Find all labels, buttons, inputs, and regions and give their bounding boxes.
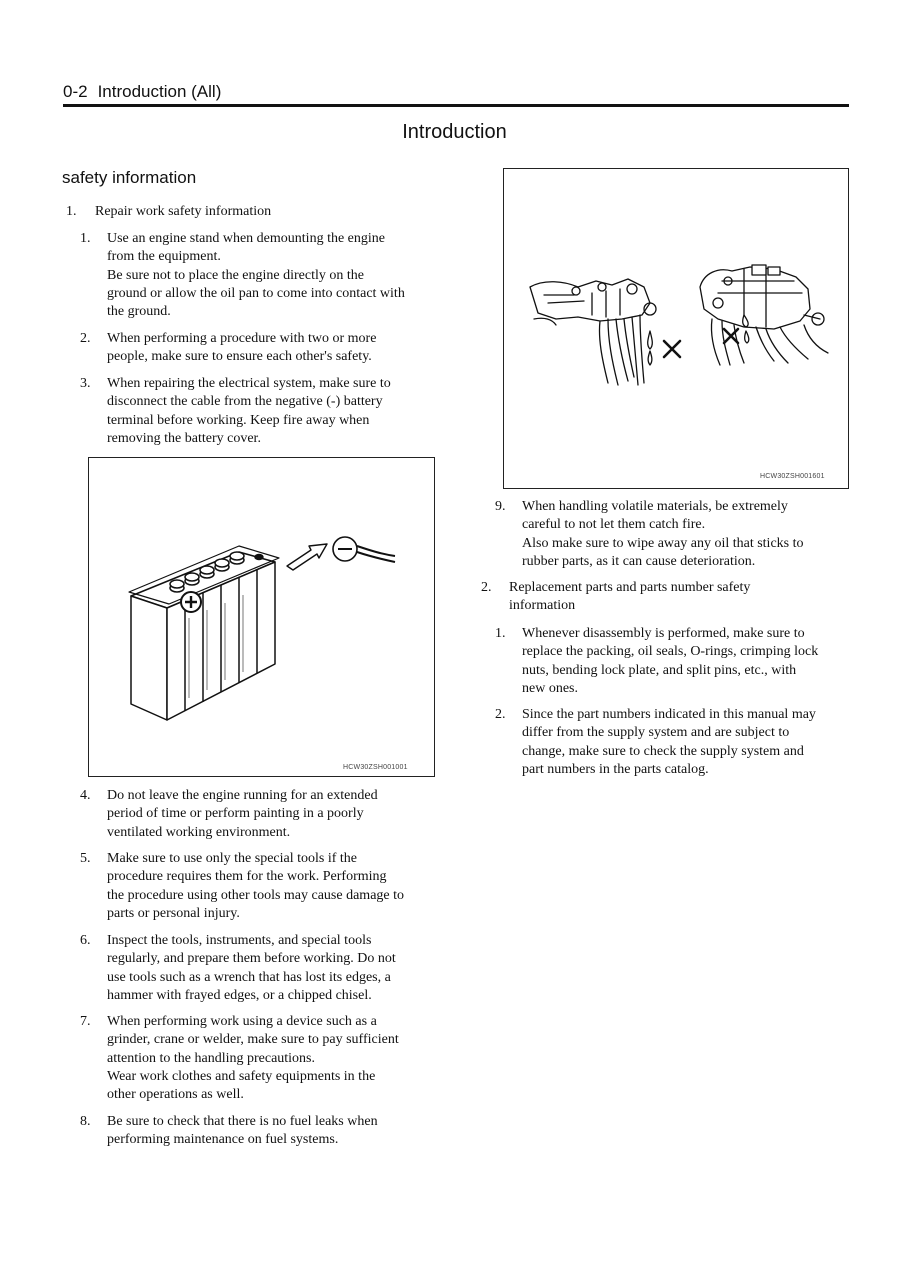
item-number: 1. (80, 231, 91, 246)
item-line: differ from the supply system and are subject to (522, 725, 790, 741)
figure-code: HCW30ZSH001601 (760, 473, 825, 480)
item-line: from the equipment. (107, 249, 221, 265)
section-2-title-line: Replacement parts and parts number safety (509, 580, 751, 595)
item-line: other operations as well. (107, 1087, 244, 1103)
item-line: Wear work clothes and safety equipments in the (107, 1068, 376, 1084)
item-line: removing the battery cover. (107, 430, 261, 446)
item-line: the ground. (107, 304, 171, 320)
item-line: nuts, bending lock plate, and split pins, etc., with (522, 662, 797, 678)
item-line: procedure requires them for the work. Performing (107, 869, 387, 885)
header-text (63, 82, 849, 102)
item-number: 2. (80, 331, 91, 346)
header-rule (63, 104, 849, 107)
item-line: the procedure using other tools may cause damage to (107, 887, 405, 903)
item-line: period of time or perform painting in a poorly (107, 806, 364, 822)
item-number: 5. (80, 851, 91, 866)
document-title: Introduction (402, 121, 507, 143)
item-line: ventilated working environment. (107, 824, 291, 840)
page-number: 0-2 (63, 82, 88, 101)
item-number: 6. (80, 933, 91, 948)
header-title: Introduction (All) (97, 82, 222, 101)
item-line: careful to not let them catch fire. (522, 517, 706, 533)
item-line: Since the part numbers indicated in this manual may (522, 707, 816, 722)
engine-illustration (504, 169, 847, 469)
item-line: Make sure to use only the special tools if the (107, 851, 357, 866)
item-line: performing maintenance on fuel systems. (107, 1132, 339, 1148)
section-1-title: Repair work safety information (95, 204, 272, 219)
battery-figure (88, 457, 435, 777)
item-line: change, make sure to check the supply system and (522, 743, 804, 759)
item-line: hammer with frayed edges, or a chipped chisel. (107, 987, 372, 1003)
item-number: 3. (80, 376, 91, 391)
item-line: Use an engine stand when demounting the engine (107, 231, 385, 246)
battery-illustration (89, 458, 433, 758)
item-line: Be sure not to place the engine directly on the (107, 267, 364, 283)
item-line: parts or personal injury. (107, 905, 240, 921)
item-line: Do not leave the engine running for an extended (107, 788, 378, 803)
item-line: Be sure to check that there is no fuel leaks when (107, 1114, 378, 1129)
item-line: Also make sure to wipe away any oil that sticks to (522, 535, 804, 551)
section-title: safety information (62, 168, 197, 187)
item-line: When handling volatile materials, be extremely (522, 499, 788, 514)
item-line: Whenever disassembly is performed, make sure to (522, 626, 805, 641)
section-1-number: 1. (66, 204, 77, 219)
item-number: 4. (80, 788, 91, 803)
item-line: people, make sure to ensure each other's safety. (107, 349, 372, 365)
item-line: regularly, and prepare them before working. Do not (107, 951, 396, 967)
item-line: replace the packing, oil seals, O-rings, crimping lock (522, 644, 819, 660)
item-number: 9. (495, 499, 506, 514)
item-line: part numbers in the parts catalog. (522, 761, 709, 777)
item-line: disconnect the cable from the negative (-) battery (107, 394, 383, 410)
item-line: Inspect the tools, instruments, and special tools (107, 933, 372, 948)
page-header (63, 82, 849, 102)
item-line: When performing a procedure with two or more (107, 331, 377, 346)
item-line: When performing work using a device such as a (107, 1014, 377, 1029)
item-line: rubber parts, as it can cause deterioration. (522, 553, 756, 569)
item-line: grinder, crane or welder, make sure to pay sufficient (107, 1032, 399, 1048)
item-number: 7. (80, 1014, 91, 1029)
item-line: When repairing the electrical system, make sure to (107, 376, 391, 391)
section-2-title-line: information (509, 598, 576, 614)
item-number: 1. (495, 626, 506, 641)
section-2-number: 2. (481, 580, 492, 595)
item-line: terminal before working. Keep fire away when (107, 412, 370, 428)
figure-code: HCW30ZSH001001 (343, 764, 408, 771)
item-line: attention to the handling precautions. (107, 1050, 316, 1066)
engine-figure (503, 168, 849, 489)
item-number: 2. (495, 707, 506, 722)
item-line: use tools such as a wrench that has lost its edges, a (107, 969, 391, 985)
item-line: new ones. (522, 680, 578, 696)
item-line: ground or allow the oil pan to come into contact with (107, 285, 405, 301)
item-number: 8. (80, 1114, 91, 1129)
